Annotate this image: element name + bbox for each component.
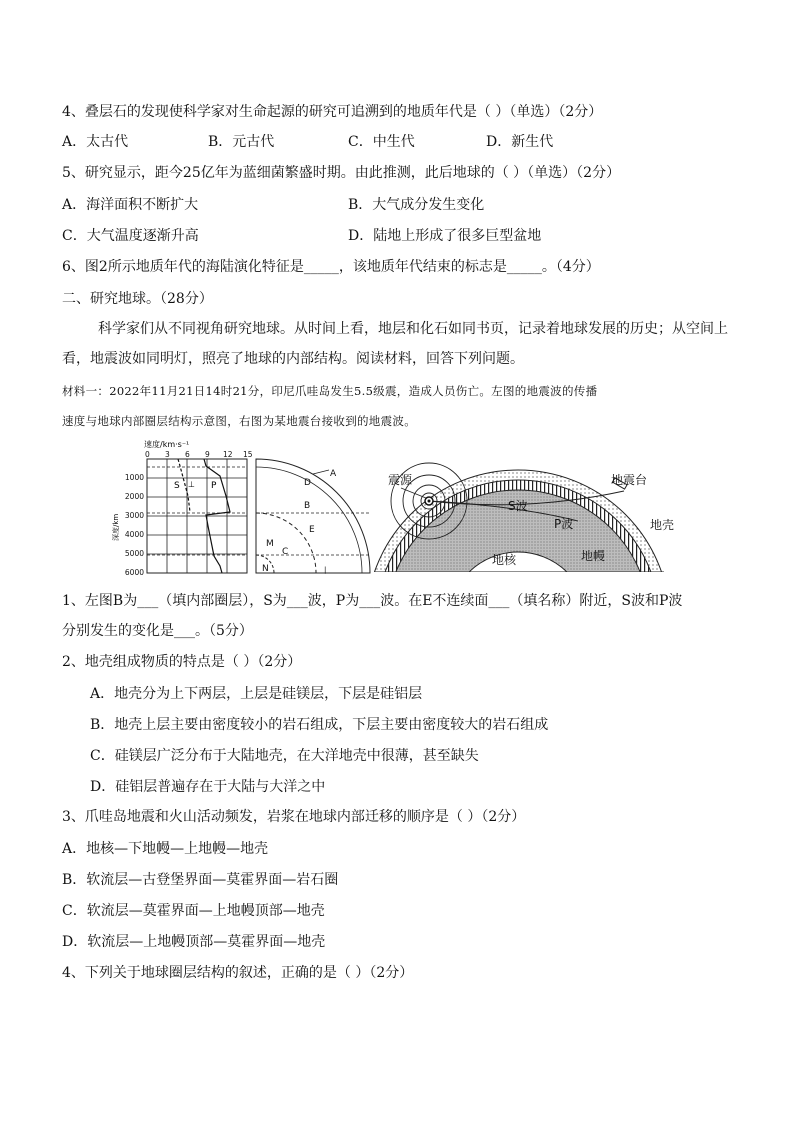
- speed-tick: 15: [243, 450, 253, 459]
- label-focus: 震源: [388, 473, 413, 487]
- q5-option-a: A．海洋面积不断扩大: [62, 197, 199, 213]
- speed-tick: 0: [145, 450, 150, 459]
- q3-option-a: A．地核—下地幔—上地幔—地壳: [62, 841, 269, 857]
- question-1-line-1: 1、左图B为___（填内部圈层），S为___波，P为___波。在E不连续面___（填名称）附近，S波和P波: [62, 593, 683, 609]
- speed-tick: 3: [165, 450, 170, 459]
- material-1-line-1: 材料一：2022年11月21日14时21分，印尼爪哇岛发生5.5级震，造成人员伤亡。左图的地震波的传播: [62, 384, 598, 398]
- depth-tick: 2000: [124, 492, 144, 501]
- speed-tick-labels: [145, 450, 253, 459]
- s-wave-label: S: [174, 481, 180, 491]
- quarter-tick-mark: |: [324, 566, 327, 574]
- q3-option-c: C．软流层—莫霍界面—上地幔顶部—地壳: [62, 903, 325, 919]
- depth-tick: 3000: [124, 511, 144, 520]
- speed-tick: 12: [223, 450, 233, 459]
- label-p-wave: P波: [554, 517, 574, 531]
- question-5: 5、研究显示，距今25亿年为蓝细菌繁盛时期。由此推测，此后地球的（ ）（单选）（2分）: [62, 165, 621, 181]
- label-core: 地核: [492, 553, 517, 567]
- question-4-top: 4、叠层石的发现使科学家对生命起源的研究可追溯到的地质年代是（ ）（单选）（2分）: [62, 104, 603, 120]
- label-crust: 地壳: [650, 518, 675, 532]
- depth-tick: 5000: [124, 549, 144, 558]
- question-3: 3、爪哇岛地震和火山活动频发，岩浆在地球内部迁移的顺序是（ ）（2分）: [62, 809, 526, 825]
- q3-option-b: B．软流层—古登堡界面—莫霍界面—岩石圈: [62, 872, 339, 888]
- speed-axis-title: 速度/km·s⁻¹: [144, 440, 190, 449]
- layer-tick-mark: ⊥: [188, 480, 195, 489]
- label-mantle: 地幔: [581, 549, 606, 563]
- layer-label-n: N: [262, 564, 269, 574]
- q4-option-d: D．新生代: [486, 134, 554, 150]
- speed-tick: 9: [205, 450, 210, 459]
- layer-label-d: D: [304, 478, 311, 488]
- q2-option-b: B．地壳上层主要由密度较小的岩石组成，下层主要由密度较大的岩石组成: [90, 717, 549, 733]
- section-2-heading: 二、研究地球。（28分）: [62, 291, 213, 307]
- depth-tick: 4000: [124, 530, 144, 539]
- speed-tick: 6: [185, 450, 190, 459]
- label-s-wave: S波: [508, 499, 528, 513]
- depth-axis-title: 深度/km: [112, 513, 120, 541]
- q4-option-a: A．太古代: [62, 134, 129, 150]
- depth-tick: 1000: [124, 473, 144, 482]
- q2-option-a: A．地壳分为上下两层，上层是硅镁层，下层是硅铝层: [90, 686, 423, 702]
- seismic-figure: [108, 436, 675, 580]
- section-2-intro: 科学家们从不同视角研究地球。从时间上看，地层和化石如同书页，记录着地球发展的历史；从空间上看，地震波如同明灯，照亮了地球的内部结构。阅读材料，回答下列问题。: [62, 321, 728, 367]
- question-6: 6、图2所示地质年代的海陆演化特征是_____，该地质年代结束的标志是_____。（4分）: [62, 259, 600, 275]
- q3-option-d: D．软流层—上地幔顶部—莫霍界面—地壳: [62, 934, 326, 950]
- q5-option-c: C．大气温度逐渐升高: [62, 228, 199, 244]
- p-wave-label: P: [211, 481, 217, 491]
- question-1-line-2: 分别发生的变化是___。（5分）: [62, 623, 253, 639]
- q4-option-c: C．中生代: [348, 134, 415, 150]
- depth-tick: 6000: [124, 568, 144, 577]
- layer-label-m: M: [266, 539, 274, 549]
- label-station: 地震台: [611, 473, 648, 487]
- question-4-bottom: 4、下列关于地球圈层结构的叙述，正确的是（ ）（2分）: [62, 965, 414, 981]
- layer-label-c: C: [282, 547, 289, 557]
- question-2: 2、地壳组成物质的特点是（ ）（2分）: [62, 654, 302, 670]
- q2-option-d: D．硅铝层普遍存在于大陆与大洋之中: [90, 779, 326, 795]
- layer-label-a: A: [330, 469, 337, 479]
- layer-label-b: B: [304, 501, 311, 511]
- material-1-line-2: 速度与地球内部圈层结构示意图，右图为某地震台接收到的地震波。: [62, 414, 416, 428]
- q2-option-c: C．硅镁层广泛分布于大陆地壳，在大洋地壳中很薄，甚至缺失: [90, 748, 479, 764]
- layer-label-e: E: [309, 525, 315, 535]
- q5-option-d: D．陆地上形成了很多巨型盆地: [348, 228, 542, 244]
- q5-option-b: B．大气成分发生变化: [348, 197, 485, 213]
- q4-option-b: B．元古代: [208, 134, 275, 150]
- depth-tick-labels: [125, 473, 144, 577]
- quarter-section: [256, 459, 370, 573]
- speed-depth-grid: [147, 459, 247, 573]
